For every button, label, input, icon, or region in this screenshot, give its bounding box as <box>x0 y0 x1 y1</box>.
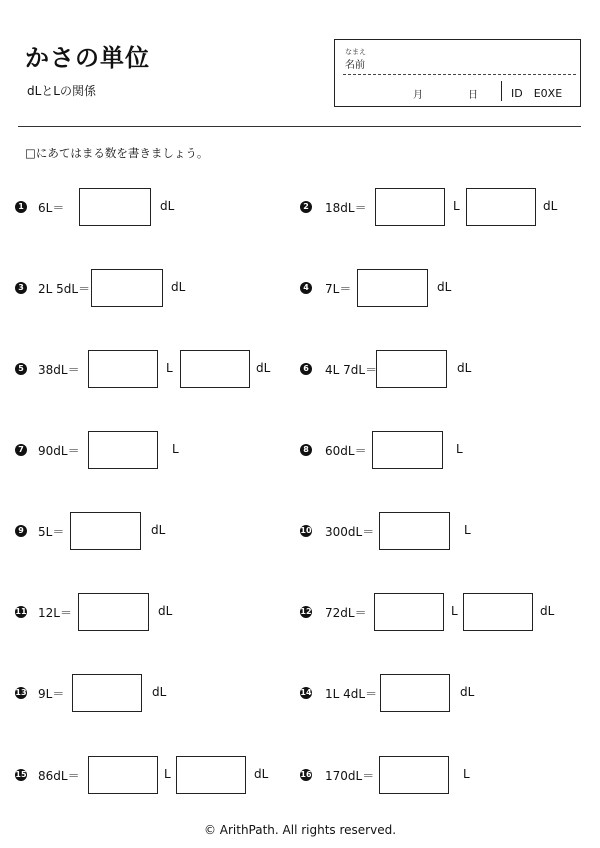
problem-number-badge: 15 <box>15 770 27 779</box>
problem-prompt: 60dL＝ <box>325 444 367 458</box>
answer-box[interactable] <box>180 350 250 388</box>
problem-number-badge: 3 <box>15 282 27 294</box>
answer-box[interactable] <box>375 188 445 226</box>
problem-number-badge: 1 <box>15 201 27 213</box>
copyright-footer: © ArithPath. All rights reserved. <box>203 823 397 837</box>
problem-number-badge: 13 <box>15 688 27 697</box>
problem-number-badge: 9 <box>15 525 27 537</box>
problem-number-badge: 8 <box>300 444 312 456</box>
answer-box[interactable] <box>88 431 158 469</box>
answer-box[interactable] <box>72 674 142 712</box>
answer-box[interactable] <box>78 593 149 631</box>
name-box <box>334 39 581 107</box>
problem-2 <box>300 188 580 228</box>
problem-prompt: 12L＝ <box>38 606 72 620</box>
header-divider <box>18 126 581 127</box>
answer-box[interactable] <box>463 593 533 631</box>
answer-box[interactable] <box>176 756 246 794</box>
day-label: 日 <box>468 90 478 101</box>
problem-prompt: 86dL＝ <box>38 769 80 783</box>
worksheet-title: かさの単位 <box>25 44 150 72</box>
unit-label: dL <box>543 199 558 213</box>
problem-number-badge: 16 <box>300 770 312 779</box>
problem-prompt: 1L 4dL＝ <box>325 687 378 701</box>
unit-label: dL <box>256 361 271 375</box>
unit-label: dL <box>171 280 186 294</box>
unit-label: L <box>164 767 171 781</box>
problem-number-badge: 11 <box>15 607 27 616</box>
answer-box[interactable] <box>91 269 163 307</box>
worksheet-subtitle: dLとLの関係 <box>27 84 96 98</box>
problem-number-badge: 12 <box>300 607 312 616</box>
problem-15 <box>15 756 295 796</box>
unit-label: L <box>456 442 463 456</box>
problem-number-badge: 14 <box>300 688 312 697</box>
problem-prompt: 5L＝ <box>38 525 65 539</box>
answer-box[interactable] <box>70 512 141 550</box>
unit-label: dL <box>460 685 475 699</box>
problem-number-badge: 4 <box>300 282 312 294</box>
problem-number-badge: 2 <box>300 201 312 213</box>
month-label: 月 <box>413 90 423 101</box>
unit-label: dL <box>437 280 452 294</box>
unit-label: dL <box>160 199 175 213</box>
unit-label: L <box>172 442 179 456</box>
problem-14 <box>300 674 580 714</box>
answer-box[interactable] <box>376 350 447 388</box>
unit-label: dL <box>152 685 167 699</box>
problem-prompt: 170dL＝ <box>325 769 375 783</box>
problem-prompt: 72dL＝ <box>325 606 367 620</box>
name-label: 名前 <box>345 60 365 71</box>
answer-box[interactable] <box>79 188 151 226</box>
problem-13 <box>15 674 295 714</box>
unit-label: dL <box>151 523 166 537</box>
problem-3 <box>15 269 295 309</box>
problem-prompt: 4L 7dL＝ <box>325 363 378 377</box>
worksheet-id: ID E0XE <box>511 87 563 100</box>
unit-label: L <box>451 604 458 618</box>
unit-label: dL <box>254 767 269 781</box>
problem-11 <box>15 593 295 633</box>
problem-number-badge: 5 <box>15 363 27 375</box>
unit-label: dL <box>457 361 472 375</box>
problem-10 <box>300 512 580 552</box>
problem-number-badge: 6 <box>300 363 312 375</box>
answer-box[interactable] <box>88 756 158 794</box>
unit-label: L <box>166 361 173 375</box>
problem-prompt: 7L＝ <box>325 282 352 296</box>
problem-9 <box>15 512 295 552</box>
answer-box[interactable] <box>380 674 450 712</box>
answer-box[interactable] <box>357 269 428 307</box>
problem-prompt: 2L 5dL＝ <box>38 282 91 296</box>
problem-4 <box>300 269 580 309</box>
answer-box[interactable] <box>379 512 450 550</box>
instruction-text: □にあてはまる数を書きましょう。 <box>25 146 209 160</box>
problem-7 <box>15 431 295 471</box>
problem-prompt: 9L＝ <box>38 687 65 701</box>
answer-box[interactable] <box>88 350 158 388</box>
answer-box[interactable] <box>372 431 443 469</box>
problem-5 <box>15 350 295 390</box>
unit-label: dL <box>540 604 555 618</box>
name-dotted-line <box>343 74 576 75</box>
answer-box[interactable] <box>466 188 536 226</box>
problem-8 <box>300 431 580 471</box>
problem-prompt: 18dL＝ <box>325 201 367 215</box>
problem-number-badge: 10 <box>300 526 312 535</box>
problem-number-badge: 7 <box>15 444 27 456</box>
unit-label: L <box>453 199 460 213</box>
unit-label: dL <box>158 604 173 618</box>
problem-6 <box>300 350 580 390</box>
answer-box[interactable] <box>374 593 444 631</box>
problem-prompt: 38dL＝ <box>38 363 80 377</box>
unit-label: L <box>464 523 471 537</box>
id-divider <box>501 81 502 101</box>
answer-box[interactable] <box>379 756 449 794</box>
problem-1 <box>15 188 295 228</box>
problem-prompt: 90dL＝ <box>38 444 80 458</box>
unit-label: L <box>463 767 470 781</box>
problem-prompt: 300dL＝ <box>325 525 375 539</box>
problem-12 <box>300 593 580 633</box>
name-furigana: なまえ <box>345 48 366 56</box>
problem-prompt: 6L＝ <box>38 201 65 215</box>
problem-16 <box>300 756 580 796</box>
